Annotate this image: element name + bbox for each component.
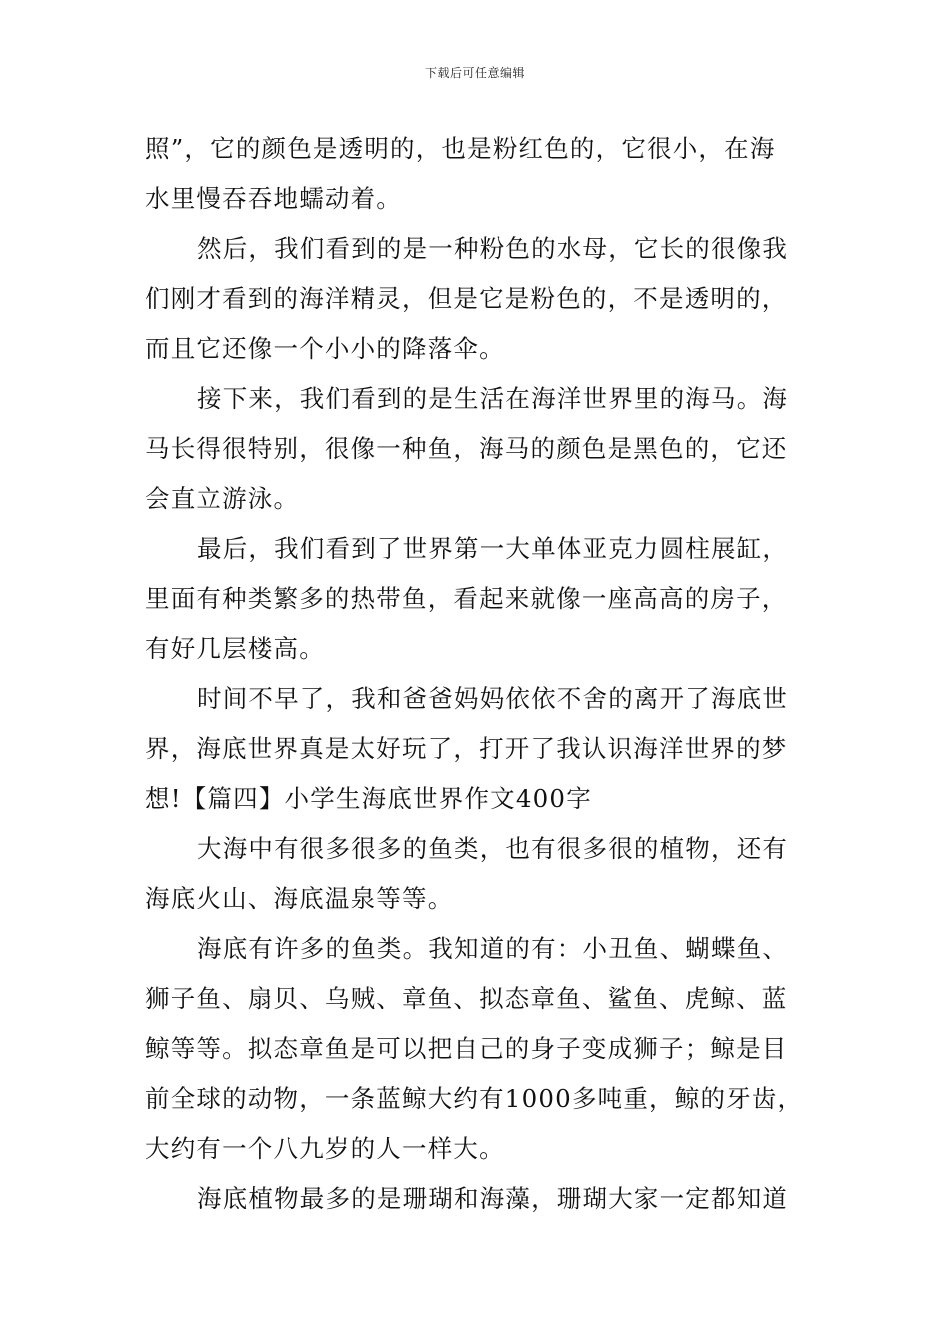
text-line: 然后，我们看到的是一种粉色的水母，它长的很像我 bbox=[197, 234, 789, 263]
text-line: 而且它还像一个小小的降落伞。 bbox=[145, 334, 505, 363]
text-line: 们刚才看到的海洋精灵，但是它是粉色的，不是透明的， bbox=[145, 284, 788, 313]
text-line: 最后，我们看到了世界第一大单体亚克力圆柱展缸， bbox=[197, 534, 789, 563]
text-line: 会直立游泳。 bbox=[145, 484, 300, 513]
text-line: 里面有种类繁多的热带鱼，看起来就像一座高高的房子， bbox=[145, 584, 788, 613]
text-line: 水里慢吞吞地蠕动着。 bbox=[145, 184, 402, 213]
text-line: 狮子鱼、扇贝、乌贼、章鱼、拟态章鱼、鲨鱼、虎鲸、蓝 bbox=[145, 984, 788, 1013]
text-line: 照”，它的颜色是透明的，也是粉红色的，它很小，在海 bbox=[145, 134, 776, 163]
text-line: 海底火山、海底温泉等等。 bbox=[145, 884, 454, 913]
text-line: 界，海底世界真是太好玩了，打开了我认识海洋世界的梦 bbox=[145, 734, 788, 763]
text-line: 有好几层楼高。 bbox=[145, 634, 325, 663]
text-line: 接下来，我们看到的是生活在海洋世界里的海马。海 bbox=[197, 384, 789, 413]
text-line: 鲸等等。拟态章鱼是可以把自己的身子变成狮子；鲸是目 bbox=[145, 1034, 788, 1063]
text-line: 马长得很特别，很像一种鱼，海马的颜色是黑色的，它还 bbox=[145, 434, 788, 463]
text-line: 大海中有很多很多的鱼类，也有很多很的植物，还有 bbox=[197, 834, 789, 863]
text-line: 海底植物最多的是珊瑚和海藻，珊瑚大家一定都知道 bbox=[197, 1184, 789, 1213]
document-body bbox=[145, 124, 810, 1224]
text-line: 想!【篇四】小学生海底世界作文400字 bbox=[145, 784, 592, 813]
text-line: 时间不早了，我和爸爸妈妈依依不舍的离开了海底世 bbox=[197, 684, 789, 713]
text-line: 前全球的动物，一条蓝鲸大约有1000多吨重，鲸的牙齿， bbox=[145, 1084, 804, 1113]
page-header: 下载后可任意编辑 bbox=[424, 66, 525, 80]
text-line: 海底有许多的鱼类。我知道的有：小丑鱼、蝴蝶鱼、 bbox=[197, 934, 789, 963]
text-line: 大约有一个八九岁的人一样大。 bbox=[145, 1134, 505, 1163]
